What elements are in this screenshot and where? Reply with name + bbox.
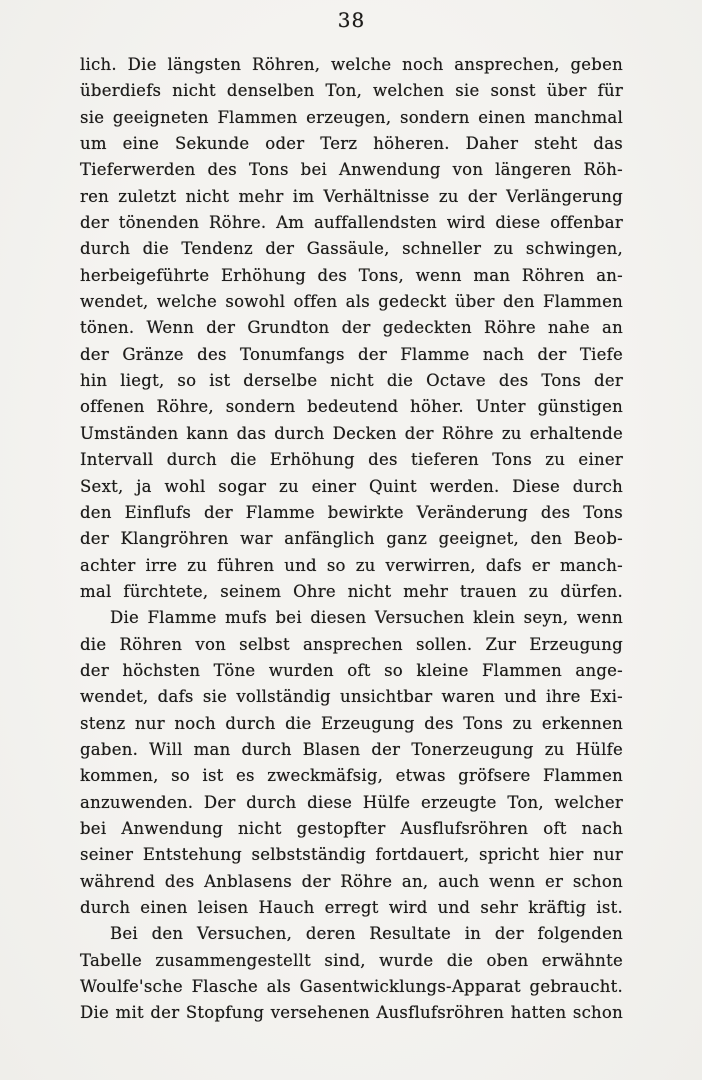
text-line: wendet, welche sowohl offen als gedeckt über den Flammen	[80, 292, 623, 312]
text-line: durch die Tendenz der Gassäule, schneller zu schwingen,	[80, 239, 623, 259]
text-line: kommen, so ist es zweckmäfsig, etwas gröfsere Flammen	[80, 766, 623, 786]
text-line: tönen. Wenn der Grundton der gedeckten Röhre nahe an	[80, 318, 623, 338]
paragraph-start-line: Die Flamme mufs bei diesen Versuchen klein seyn, wenn	[110, 608, 623, 628]
text-line: Die mit der Stopfung versehenen Ausflufsröhren hatten schon	[80, 1003, 623, 1023]
text-line: offenen Röhre, sondern bedeutend höher. Unter günstigen	[80, 397, 623, 417]
text-line: stenz nur noch durch die Erzeugung des Tons zu erkennen	[80, 713, 623, 733]
text-line: Tabelle zusammengestellt sind, wurde die oben erwähnte	[80, 950, 623, 970]
text-line: hin liegt, so ist derselbe nicht die Octave des Tons der	[80, 371, 623, 391]
text-line: Sext, ja wohl sogar zu einer Quint werden. Diese durch	[80, 476, 623, 496]
page-number: 38	[337, 8, 366, 32]
text-line: während des Anblasens der Röhre an, auch wenn er schon	[80, 871, 623, 891]
text-line: den Einflufs der Flamme bewirkte Veränderung des Tons	[80, 502, 623, 522]
text-line: anzuwenden. Der durch diese Hülfe erzeugte Ton, welcher	[80, 792, 623, 812]
text-line: Tieferwerden des Tons bei Anwendung von längeren Röh-	[80, 160, 623, 180]
text-line: der tönenden Röhre. Am auffallendsten wird diese offenbar	[80, 213, 623, 233]
text-line: durch einen leisen Hauch erregt wird und sehr kräftig ist.	[80, 898, 623, 917]
text-line: gaben. Will man durch Blasen der Tonerzeugung zu Hülfe	[80, 739, 623, 759]
text-line: bei Anwendung nicht gestopfter Ausflufsröhren oft nach	[80, 818, 623, 838]
text-line: die Röhren von selbst ansprechen sollen. Zur Erzeugung	[80, 634, 623, 654]
text-line: Woulfe'sche Flasche als Gasentwicklungs-Apparat gebraucht.	[80, 977, 623, 997]
body-text	[80, 52, 623, 1027]
text-line: achter irre zu führen und so zu verwirren, dafs er manch-	[80, 555, 623, 575]
text-line: sie geeigneten Flammen erzeugen, sondern einen manchmal	[80, 107, 623, 127]
text-line: lich. Die längsten Röhren, welche noch ansprechen, geben	[80, 55, 623, 74]
text-line: ren zuletzt nicht mehr im Verhältnisse zu der Verlängerung	[80, 186, 623, 206]
text-line: der Gränze des Tonumfangs der Flamme nach der Tiefe	[80, 344, 623, 364]
text-line: mal fürchtete, seinem Ohre nicht mehr trauen zu dürfen.	[80, 581, 623, 601]
text-line: Umständen kann das durch Decken der Röhre zu erhaltende	[80, 423, 623, 443]
text-line: der höchsten Töne wurden oft so kleine Flammen ange-	[80, 660, 623, 680]
text-line: wendet, dafs sie vollständig unsichtbar waren und ihre Exi-	[80, 687, 623, 707]
text-line: um eine Sekunde oder Terz höheren. Daher steht das	[80, 134, 623, 154]
paragraph-start-line: Bei den Versuchen, deren Resultate in der folgenden	[110, 924, 623, 944]
text-line: überdiefs nicht denselben Ton, welchen sie sonst über für	[80, 81, 623, 101]
text-line: herbeigeführte Erhöhung des Tons, wenn man Röhren an-	[80, 265, 623, 285]
text-line: der Klangröhren war anfänglich ganz geeignet, den Beob-	[80, 529, 623, 549]
text-line: seiner Entstehung selbstständig fortdauert, spricht hier nur	[80, 845, 623, 865]
text-line: Intervall durch die Erhöhung des tieferen Tons zu einer	[80, 450, 623, 470]
